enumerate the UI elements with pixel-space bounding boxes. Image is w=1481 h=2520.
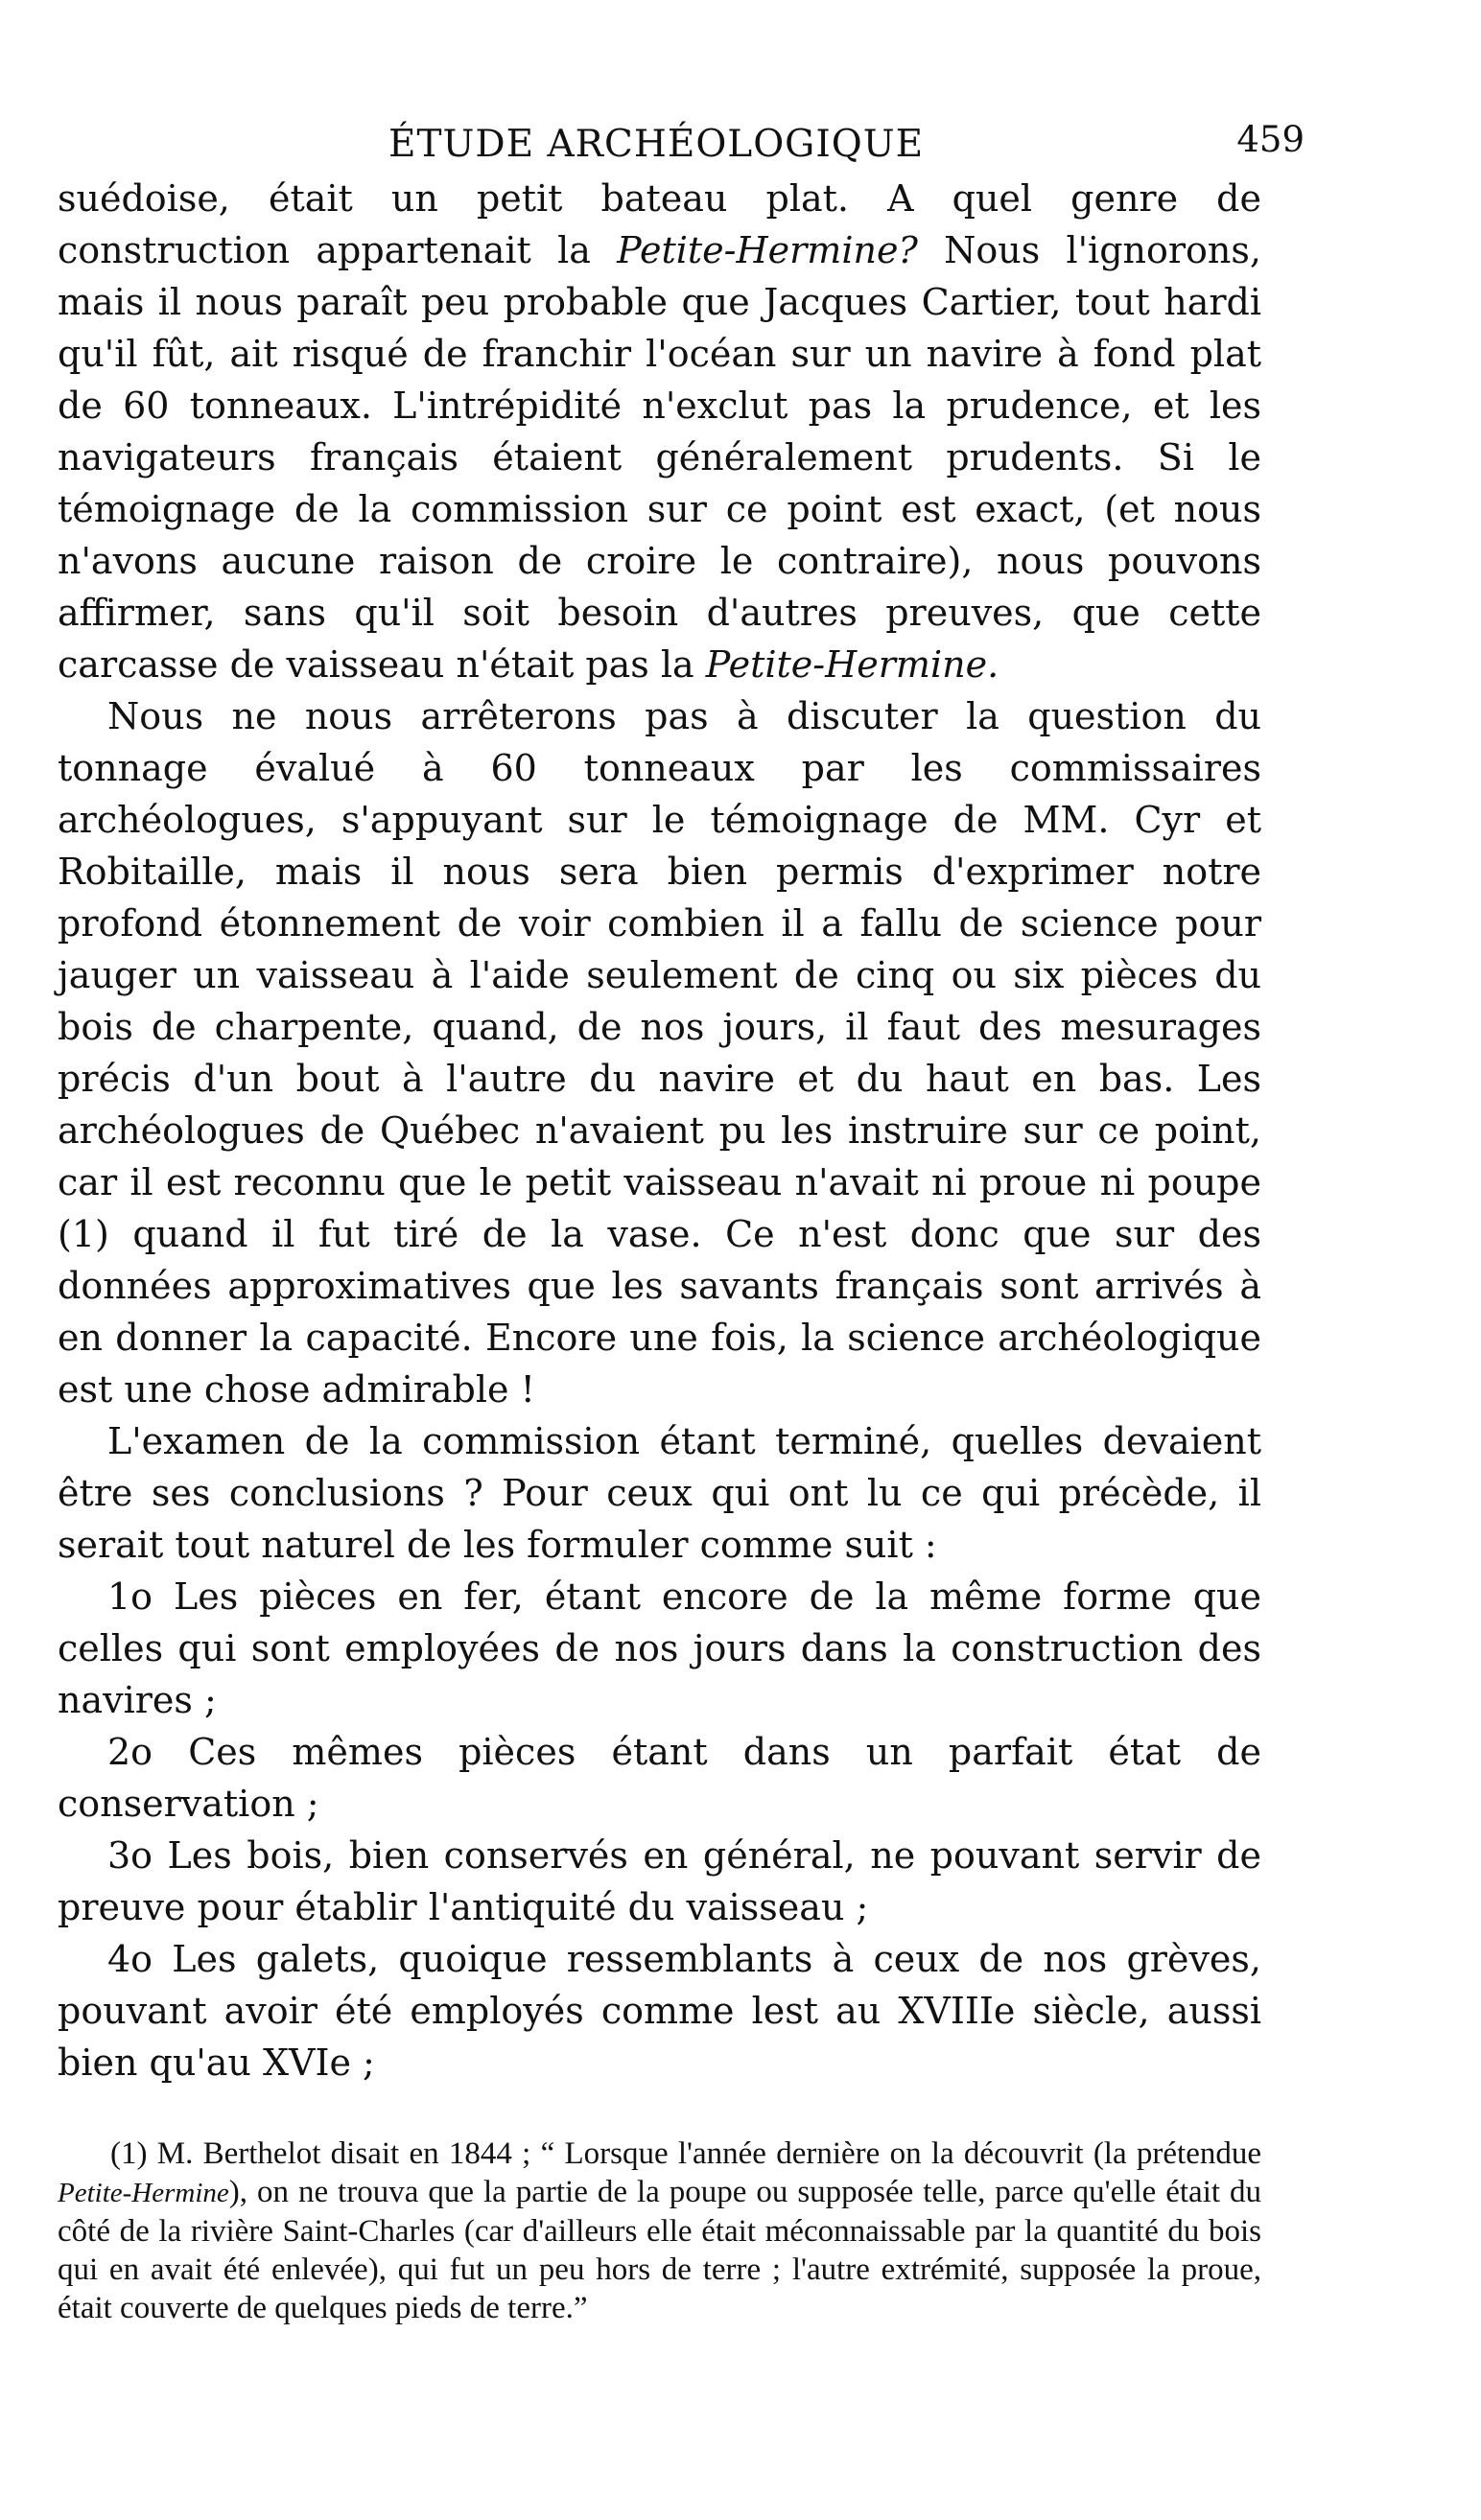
paragraph-2: Nous ne nous arrêterons pas à discuter la question du tonnage évalué à 60 tonneaux par les commissaires archéologues, s'appuyant sur le témoignage de MM. Cyr et Robitaille, mais il nous sera bien permis d'exprimer notre profond étonnement de voir combien il a fallu de science pour jauger un vaisseau à l'aide seulement de cinq ou six pièces du bois de charpente, quand, de nos jours, il faut des mesurages précis d'un bout à l'autre du navire et du haut en bas. Les archéologues de Québec n'avaient pu les instruire sur ce point, car il est reconnu que le petit vaisseau n'avait ni proue ni poupe (1) quand il fut tiré de la vase. Ce n'est donc que sur des données approximatives que les savants français sont arrivés à en donner la capacité. Encore une fois, la science archéologique est une chose admirable ! xyxy=(58,695,1261,1411)
page-number: 459 xyxy=(1236,119,1305,160)
main-text xyxy=(58,173,1261,2088)
footnote-text-a: (1) M. Berthelot disait en 1844 ; “ Lorsque l'année dernière on la découvrit (la prétendue xyxy=(110,2136,1261,2171)
ship-name-italic: Petite-Hermine? xyxy=(617,229,918,271)
footnote xyxy=(58,2135,1261,2327)
conclusion-item-4: 4o Les galets, quoique ressemblants à ceux de nos grèves, pouvant avoir été employés comme lest au XVIIIe siècle, aussi bien qu'au XVIe ; xyxy=(58,1938,1261,2084)
running-title: ÉTUDE ARCHÉOLOGIQUE xyxy=(388,123,925,166)
conclusion-item-3: 3o Les bois, bien conservés en général, ne pouvant servir de preuve pour établir l'antiquité du vaisseau ; xyxy=(58,1834,1261,1928)
page-header xyxy=(58,105,1305,173)
paragraph-3: L'examen de la commission étant terminé, quelles devaient être ses conclusions ? Pour ceux qui ont lu ce qui précède, il serait tout naturel de les formuler comme suit : xyxy=(58,1420,1261,1566)
ship-name-italic-2: Petite-Hermine. xyxy=(705,643,999,686)
conclusion-item-1: 1o Les pièces en fer, étant encore de la même forme que celles qui sont employées de nos jours dans la construction des navires ; xyxy=(58,1575,1261,1721)
footnote-ship-name: Petite-Hermine xyxy=(58,2178,229,2208)
footnote-text-b: ), on ne trouva que la partie de la poupe ou supposée telle, parce qu'elle était du côté de la rivière Saint-Charles (car d'ailleurs elle était méconnaissable par la quantité du bois qui en avait été enlevée), qui fut un peu hors de terre ; l'autre extrémité, supposée la proue, était couverte de quelques pieds de terre.” xyxy=(58,2175,1261,2325)
paragraph-1-text-a: suédoise, était un petit bateau plat. A quel genre de construction appartenait la xyxy=(58,177,1261,271)
conclusion-item-2: 2o Ces mêmes pièces étant dans un parfait état de conservation ; xyxy=(58,1731,1261,1825)
paragraph-1-text-b: Nous l'ignorons, mais il nous paraît peu probable que Jacques Cartier, tout hardi qu'il fût, ait risqué de franchir l'océan sur un navire à fond plat de 60 tonneaux. L'intrépidité n'exclut pas la prudence, et les navigateurs français étaient généralement prudents. Si le témoignage de la commission sur ce point est exact, (et nous n'avons aucune raison de croire le contraire), nous pouvons affirmer, sans qu'il soit besoin d'autres preuves, que cette carcasse de vaisseau n'était pas la xyxy=(58,229,1261,686)
book-page xyxy=(58,105,1305,2327)
paragraph-1 xyxy=(58,173,1261,690)
footnote-gap xyxy=(58,2088,1261,2135)
